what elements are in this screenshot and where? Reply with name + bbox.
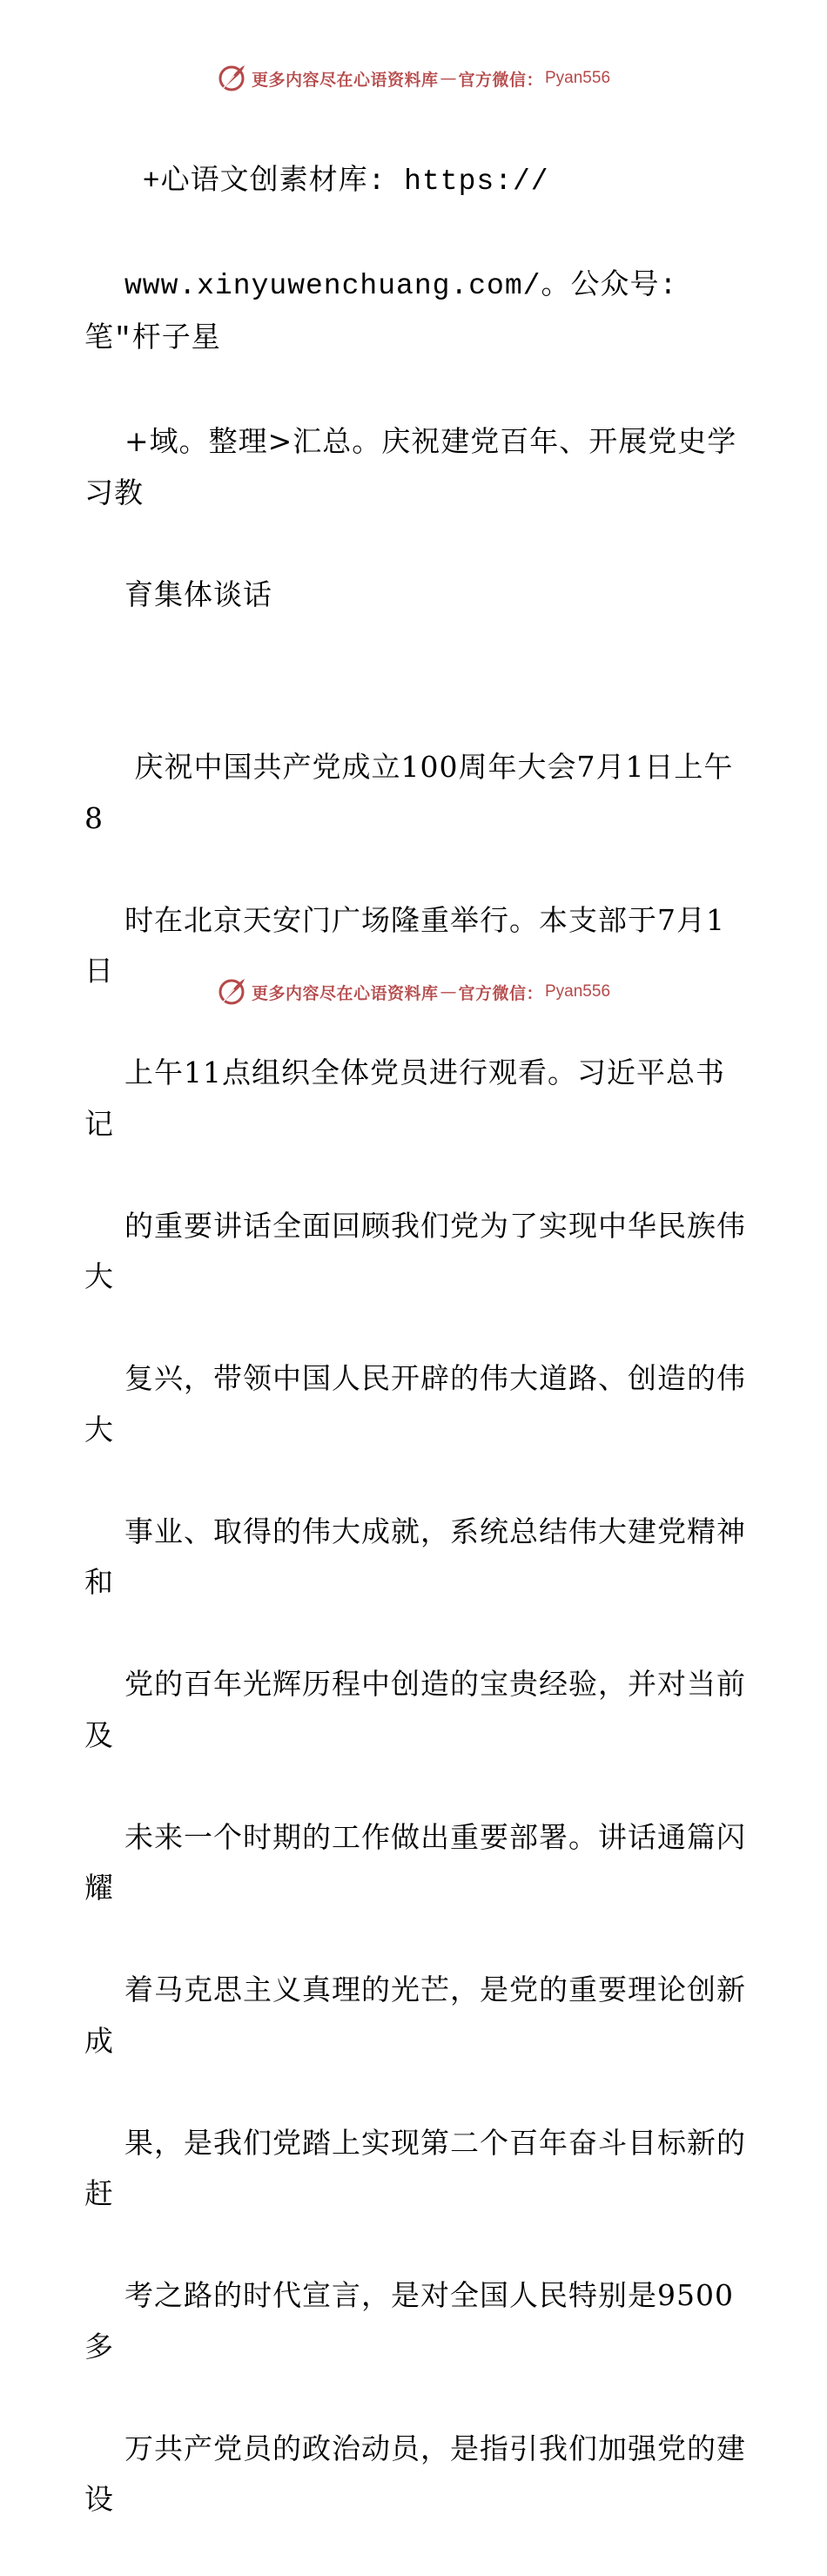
paragraph-2-line-10: 果，是我们党踏上实现第二个百年奋斗目标新的赶 xyxy=(84,2126,746,2211)
paragraph-2-line-11: 考之路的时代宣言，是对全国人民特别是9500多 xyxy=(84,2278,734,2364)
paragraph-1-line-1: +心语文创素材库: https:// xyxy=(124,165,549,198)
paragraph-2-line-12: 万共产党员的政治动员，是指引我们加强党的建设 xyxy=(84,2431,746,2517)
paragraph-2-line-1: 庆祝中国共产党成立100周年大会7月1日上午8 xyxy=(84,750,733,835)
paragraph-2-line-5: 复兴，带领中国人民开辟的伟大道路、创造的伟大 xyxy=(84,1361,746,1446)
quill-pen-circle-icon xyxy=(217,977,246,1007)
paragraph-1-line-4: 育集体谈话 xyxy=(124,577,272,611)
paragraph-1 xyxy=(84,103,746,671)
footer-watermark-banner xyxy=(0,974,827,1009)
paragraph-2-line-8: 未来一个时期的工作做出重要部署。讲话通篇闪耀 xyxy=(84,1820,746,1905)
banner-dash: — xyxy=(440,69,456,88)
banner-wechat-id: Pyan556 xyxy=(545,982,610,1001)
paragraph-1-line-3: +域。整理>汇总。庆祝建党百年、开展党史学习教 xyxy=(84,424,736,509)
banner-dash: — xyxy=(440,982,456,1001)
paragraph-2-line-2: 时在北京天安门广场隆重举行。本支部于7月1日 xyxy=(84,903,725,988)
paragraph-2-line-9: 着马克思主义真理的光芒，是党的重要理论创新成 xyxy=(84,1972,746,2058)
paragraph-1-line-2: www.xinyuwenchuang.com/。公众号: 笔"杆子星 xyxy=(84,270,696,356)
banner-title: 更多内容尽在心语资料库 xyxy=(252,67,439,91)
banner-wechat-label: 官方微信： xyxy=(458,981,543,1004)
document-body xyxy=(84,103,746,2576)
banner-wechat-id: Pyan556 xyxy=(545,69,610,88)
paragraph-2-line-7: 党的百年光辉历程中创造的宝贵经验，并对当前及 xyxy=(84,1667,746,1752)
header-watermark-banner xyxy=(0,61,827,96)
paragraph-2-line-6: 事业、取得的伟大成就，系统总结伟大建党精神和 xyxy=(84,1514,746,1600)
banner-title: 更多内容尽在心语资料库 xyxy=(252,981,439,1004)
paragraph-2-line-4: 的重要讲话全面回顾我们党为了实现中华民族伟大 xyxy=(84,1209,746,1294)
paragraph-2-line-3: 上午11点组织全体党员进行观看。习近平总书记 xyxy=(84,1055,725,1141)
banner-wechat-label: 官方微信： xyxy=(458,67,543,91)
quill-pen-circle-icon xyxy=(217,64,246,93)
